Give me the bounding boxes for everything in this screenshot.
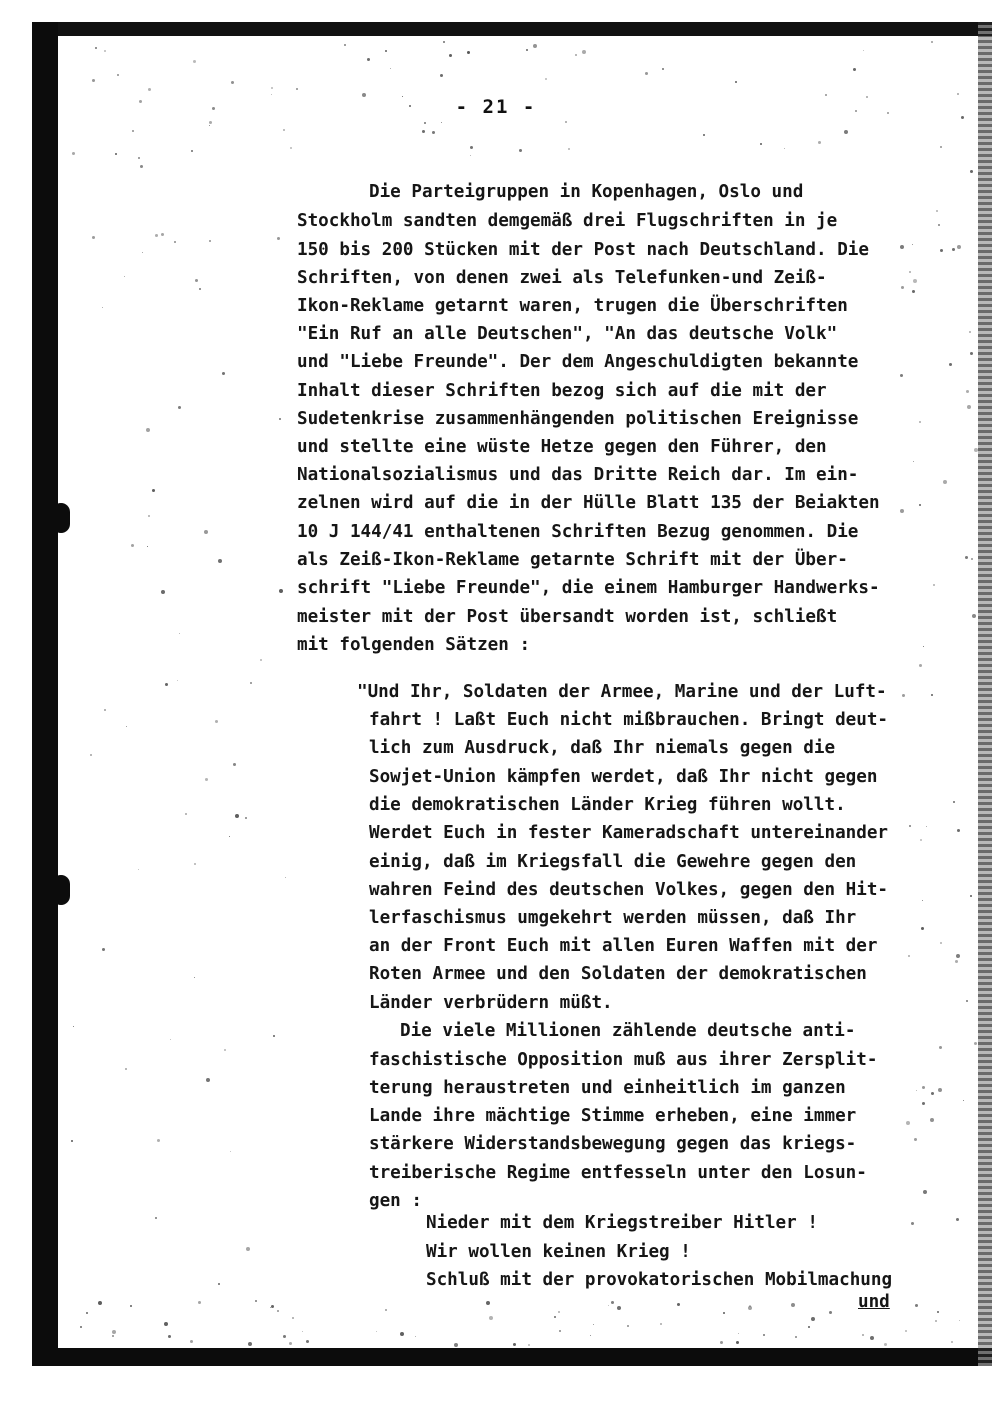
catchword: und xyxy=(858,1292,890,1312)
body-line: und "Liebe Freunde". Der dem Angeschuldigten bekannte xyxy=(297,352,859,372)
scan-speck xyxy=(157,1139,160,1142)
scan-speck xyxy=(422,130,425,133)
scan-speck xyxy=(931,694,933,696)
scan-speck xyxy=(273,1035,275,1037)
scan-speck xyxy=(916,1090,917,1091)
scan-speck xyxy=(914,1138,917,1141)
scan-speck xyxy=(179,633,180,634)
quote-line: gen : xyxy=(369,1191,422,1211)
scan-speck xyxy=(277,237,280,240)
scan-speck xyxy=(205,778,208,781)
scan-speck xyxy=(974,448,978,452)
scan-speck xyxy=(204,530,208,534)
scan-right-edge xyxy=(978,22,992,1366)
scan-speck xyxy=(277,1310,279,1312)
scan-speck xyxy=(71,1140,73,1142)
scan-speck xyxy=(738,1333,739,1334)
scan-speck xyxy=(130,1305,132,1307)
scan-speck xyxy=(760,143,762,145)
scan-speck xyxy=(367,58,370,61)
scan-speck xyxy=(161,590,165,594)
scan-speck xyxy=(915,1304,918,1307)
quote-line: treiberische Regime entfesseln unter den Losun- xyxy=(369,1163,867,1183)
scan-speck xyxy=(951,1341,953,1343)
scan-speck xyxy=(102,307,103,308)
body-line: Sudetenkrise zusammenhängenden politischen Ereignisse xyxy=(297,409,859,429)
scan-speck xyxy=(940,942,942,944)
scan-speck xyxy=(112,1330,116,1334)
scan-speck xyxy=(590,1335,591,1336)
scan-speck xyxy=(206,1078,210,1082)
scan-speck xyxy=(936,210,938,212)
scan-speck xyxy=(972,614,976,618)
scan-speck xyxy=(922,1102,925,1105)
scan-speck xyxy=(956,954,960,958)
scan-speck xyxy=(248,1342,252,1346)
scan-speck xyxy=(808,1326,810,1328)
scan-speck xyxy=(147,546,148,547)
scan-speck xyxy=(72,152,75,155)
body-line: Schriften, von denen zwei als Telefunken-und Zeiß- xyxy=(297,268,827,288)
scan-speck xyxy=(390,68,391,69)
scan-speck xyxy=(385,1309,387,1311)
punch-hole-lower xyxy=(52,875,70,905)
scan-speck xyxy=(152,489,155,492)
scan-speck xyxy=(938,224,940,226)
scan-speck xyxy=(818,141,821,144)
scan-speck xyxy=(117,74,119,76)
scan-speck xyxy=(289,1342,292,1345)
scan-speck xyxy=(905,1330,907,1332)
scan-speck xyxy=(909,271,911,273)
scan-speck xyxy=(908,955,910,957)
quote-line: fahrt ! Laßt Euch nicht mißbrauchen. Bringt deut- xyxy=(369,710,889,730)
scan-speck xyxy=(441,122,442,123)
scan-speck xyxy=(919,504,921,506)
scan-speck xyxy=(185,813,187,815)
scan-speck xyxy=(748,1306,752,1310)
scan-speck xyxy=(148,515,150,517)
scan-speck xyxy=(170,1039,171,1040)
scan-speck xyxy=(230,1151,231,1152)
scan-speck xyxy=(90,754,92,756)
scan-speck xyxy=(112,1335,114,1337)
scan-speck xyxy=(863,50,864,51)
scan-speck xyxy=(558,1311,560,1313)
scan-speck xyxy=(660,1323,662,1325)
scan-speck xyxy=(940,146,942,148)
scan-speck xyxy=(292,1317,294,1319)
scan-speck xyxy=(956,1218,959,1221)
scan-speck xyxy=(215,720,218,723)
scan-speck xyxy=(949,363,952,366)
scan-speck xyxy=(279,589,283,593)
scan-speck xyxy=(608,1305,609,1306)
scan-speck xyxy=(901,286,904,289)
quote-line: lich zum Ausdruck, daß Ihr niemals gegen die xyxy=(369,738,836,758)
quote-line: Länder verbrüdern müßt. xyxy=(369,993,613,1013)
scan-speck xyxy=(155,234,158,237)
punch-hole-upper xyxy=(52,503,70,533)
body-line: meister mit der Post übersandt worden ist, schließt xyxy=(297,607,838,627)
scan-speck xyxy=(174,241,176,243)
scan-speck xyxy=(165,683,168,686)
scan-speck xyxy=(966,1000,968,1002)
scan-speck xyxy=(784,148,785,149)
scan-speck xyxy=(763,1334,765,1336)
scan-speck xyxy=(138,869,139,870)
scan-speck xyxy=(862,1334,864,1336)
quote-line: faschistische Opposition muß aus ihrer Zersplit- xyxy=(369,1050,878,1070)
scan-speck xyxy=(470,155,471,156)
scan-speck xyxy=(98,1301,102,1305)
scan-speck xyxy=(218,1283,220,1285)
scan-speck xyxy=(489,1316,493,1320)
scan-speck xyxy=(900,509,904,513)
scan-speck xyxy=(467,51,470,54)
scan-speck xyxy=(920,839,922,841)
scan-speck xyxy=(486,1301,490,1305)
scan-speck xyxy=(177,680,178,681)
scan-speck xyxy=(617,1306,621,1310)
scan-speck xyxy=(931,1092,934,1095)
scan-speck xyxy=(611,1301,614,1304)
scan-speck xyxy=(209,240,211,242)
scan-speck xyxy=(250,682,252,684)
scan-speck xyxy=(271,1305,274,1308)
scan-speck xyxy=(736,1341,739,1344)
scan-speck xyxy=(245,817,247,819)
scan-speck xyxy=(970,352,973,355)
scan-left-edge xyxy=(32,22,58,1366)
slogan-line: Nieder mit dem Kriegstreiber Hitler ! xyxy=(426,1213,818,1233)
quote-line: wahren Feind des deutschen Volkes, gegen den Hit- xyxy=(369,880,889,900)
scan-speck xyxy=(209,125,210,126)
body-line: Ikon-Reklame getarnt waren, trugen die Überschriften xyxy=(297,296,848,316)
scan-speck xyxy=(935,1320,937,1322)
scan-speck xyxy=(470,146,473,149)
scan-speck xyxy=(126,726,127,727)
scan-speck xyxy=(940,249,943,252)
body-line: Stockholm sandten demgemäß drei Flugschriften in je xyxy=(297,211,838,231)
scan-speck xyxy=(970,170,973,173)
scan-speck xyxy=(900,245,904,249)
scan-speck xyxy=(565,121,567,123)
scan-speck xyxy=(533,44,537,48)
scan-speck xyxy=(400,1332,404,1336)
scan-speck xyxy=(645,72,648,75)
scan-speck xyxy=(424,122,426,124)
scan-speck xyxy=(376,1331,377,1332)
scan-speck xyxy=(870,1336,874,1340)
scan-speck xyxy=(900,374,903,377)
scan-speck xyxy=(720,1341,723,1344)
scan-speck xyxy=(283,129,285,131)
scan-speck xyxy=(92,236,95,239)
scan-speck xyxy=(931,41,933,43)
scan-speck xyxy=(937,1311,939,1313)
scan-speck xyxy=(271,87,273,89)
scan-speck xyxy=(285,877,286,878)
scan-speck xyxy=(92,79,95,82)
quote-line: Sowjet-Union kämpfen werdet, daß Ihr nicht gegen xyxy=(369,767,878,787)
scan-speck xyxy=(933,584,935,586)
scan-speck xyxy=(966,390,969,393)
scan-speck xyxy=(168,1335,171,1338)
scan-speck xyxy=(955,960,958,963)
scan-speck xyxy=(545,78,547,80)
scan-speck xyxy=(723,1312,725,1314)
scan-speck xyxy=(290,147,292,149)
scan-speck xyxy=(703,134,705,136)
scan-speck xyxy=(440,74,443,77)
scan-speck xyxy=(218,559,222,563)
scan-speck xyxy=(829,1311,832,1314)
scan-speck xyxy=(124,276,125,277)
slogan-line: Schluß mit der provokatorischen Mobilmachung xyxy=(426,1270,893,1290)
scan-speck xyxy=(115,153,117,155)
scan-speck xyxy=(415,1336,416,1337)
scan-speck xyxy=(296,88,298,90)
scan-speck xyxy=(279,418,281,420)
scan-speck xyxy=(104,709,106,711)
scan-speck xyxy=(148,88,151,91)
quote-line: Lande ihre mächtige Stimme erheben, eine immer xyxy=(369,1106,857,1126)
scan-speck xyxy=(449,54,452,57)
body-line: mit folgenden Sätzen : xyxy=(297,635,531,655)
body-line: schrift "Liebe Freunde", die einem Hamburger Handwerks- xyxy=(297,578,880,598)
scan-speck xyxy=(86,1312,88,1314)
scan-speck xyxy=(965,556,968,559)
body-line: zelnen wird auf die in der Hülle Blatt 135 der Beiakten xyxy=(297,493,880,513)
scan-bottom-edge xyxy=(32,1348,992,1366)
scan-speck xyxy=(528,1344,530,1346)
scan-speck xyxy=(260,659,262,661)
scan-speck xyxy=(140,165,143,168)
scan-speck xyxy=(95,47,97,49)
scan-speck xyxy=(454,1343,458,1347)
scan-speck xyxy=(526,49,528,51)
scan-speck xyxy=(913,279,917,283)
scan-speck xyxy=(967,405,971,409)
scan-speck xyxy=(926,826,927,827)
scan-speck xyxy=(164,1322,168,1326)
scan-speck xyxy=(199,288,201,290)
scan-speck xyxy=(161,233,164,236)
scan-speck xyxy=(938,1088,942,1092)
scan-speck xyxy=(246,1247,250,1251)
scan-speck xyxy=(971,558,973,560)
scan-speck xyxy=(919,664,922,667)
scan-speck xyxy=(959,1320,960,1321)
scan-top-edge xyxy=(32,22,992,36)
scan-speck xyxy=(922,1086,925,1089)
scan-speck xyxy=(939,1046,942,1049)
scan-speck xyxy=(795,1336,797,1338)
scan-speck xyxy=(943,480,947,484)
scan-speck xyxy=(432,131,435,134)
scan-speck xyxy=(209,121,212,124)
scan-speck xyxy=(554,1316,556,1318)
quote-line: an der Front Euch mit allen Euren Waffen mit der xyxy=(369,936,878,956)
scan-speck xyxy=(963,1100,964,1101)
scan-speck xyxy=(969,331,971,333)
scan-speck xyxy=(582,50,586,54)
scan-speck xyxy=(957,829,960,832)
slogan-line: Wir wollen keinen Krieg ! xyxy=(426,1242,691,1262)
scan-speck xyxy=(953,801,955,803)
scan-speck xyxy=(952,248,955,251)
body-line: Die Parteigruppen in Kopenhagen, Oslo und xyxy=(369,182,804,202)
scan-speck xyxy=(132,130,134,132)
scan-speck xyxy=(193,60,196,63)
scan-speck xyxy=(283,1335,286,1338)
body-line: als Zeiß-Ikon-Reklame getarnte Schrift mit der Über- xyxy=(297,550,848,570)
scan-speck xyxy=(155,1217,157,1219)
scan-speck xyxy=(194,863,196,865)
scan-speck xyxy=(224,1049,226,1051)
scan-speck xyxy=(229,836,230,837)
scan-speck xyxy=(443,41,445,43)
scan-speck xyxy=(974,1042,977,1045)
scan-speck xyxy=(195,279,198,282)
scan-speck xyxy=(138,157,140,159)
scan-speck xyxy=(575,54,577,56)
scan-speck xyxy=(919,421,921,423)
quote-line: Werdet Euch in fester Kameradschaft untereinander xyxy=(369,823,889,843)
scan-speck xyxy=(906,1121,910,1125)
scan-speck xyxy=(271,94,272,95)
scan-speck xyxy=(923,1190,927,1194)
scan-speck xyxy=(344,44,346,46)
scan-speck xyxy=(233,763,236,766)
scan-speck xyxy=(102,948,105,951)
quote-line: lerfaschismus umgekehrt werden müssen, daß Ihr xyxy=(369,908,857,928)
scan-speck xyxy=(146,428,150,432)
scan-speck xyxy=(912,290,915,293)
scan-speck xyxy=(853,68,856,71)
scan-speck xyxy=(568,148,570,150)
quote-line: stärkere Widerstandsbewegung gegen das kriegs- xyxy=(369,1134,857,1154)
scan-speck xyxy=(191,150,193,152)
scan-speck xyxy=(178,406,181,409)
scan-speck xyxy=(593,1324,594,1325)
scan-speck xyxy=(559,1330,561,1332)
scan-speck xyxy=(235,814,239,818)
scan-speck xyxy=(911,1222,914,1225)
body-line: 10 J 144/41 enthaltenen Schriften Bezug genommen. Die xyxy=(297,522,859,542)
scan-speck xyxy=(306,1340,309,1343)
body-line: 150 bis 200 Stücken mit der Post nach Deutschland. Die xyxy=(297,240,869,260)
scan-speck xyxy=(198,1301,201,1304)
scan-speck xyxy=(73,1026,74,1027)
scan-speck xyxy=(912,244,913,245)
scan-speck xyxy=(231,81,234,84)
quote-line: einig, daß im Kriegsfall die Gewehre gegen den xyxy=(369,852,857,872)
scan-speck xyxy=(957,245,961,249)
quote-line: die demokratischen Länder Krieg führen wollt. xyxy=(369,795,846,815)
scan-speck xyxy=(923,646,924,647)
scan-speck xyxy=(677,1303,680,1306)
scan-speck xyxy=(627,1325,629,1327)
scan-speck xyxy=(302,1331,303,1332)
scan-speck xyxy=(662,68,664,70)
scan-speck xyxy=(222,372,225,375)
scan-speck xyxy=(791,1303,795,1307)
page-number: - 21 - xyxy=(455,96,537,118)
scan-speck xyxy=(125,1068,127,1070)
scan-speck xyxy=(255,1300,257,1302)
body-line: Nationalsozialismus und das Dritte Reich dar. Im ein- xyxy=(297,465,859,485)
scan-speck xyxy=(909,825,911,827)
scan-speck xyxy=(519,149,522,152)
scan-speck xyxy=(844,130,848,134)
scan-speck xyxy=(930,1118,934,1122)
scan-speck xyxy=(811,1317,815,1321)
scan-speck xyxy=(80,1326,82,1328)
scan-speck xyxy=(902,694,905,697)
scan-speck xyxy=(190,1340,193,1343)
body-line: Inhalt dieser Schriften bezog sich auf die mit der xyxy=(297,381,827,401)
quote-line: terung heraustreten und einheitlich im ganzen xyxy=(369,1078,846,1098)
scan-speck xyxy=(922,900,923,901)
quote-line: "Und Ihr, Soldaten der Armee, Marine und der Luft- xyxy=(357,682,887,702)
scan-speck xyxy=(131,544,134,547)
scan-speck xyxy=(104,50,106,52)
scan-speck xyxy=(970,895,972,897)
scan-speck xyxy=(921,927,924,930)
scan-speck xyxy=(735,81,737,83)
quote-line: Roten Armee und den Soldaten der demokratischen xyxy=(369,964,867,984)
body-line: und stellte eine wüste Hetze gegen den Führer, den xyxy=(297,437,827,457)
scan-speck xyxy=(194,977,195,978)
scan-speck xyxy=(913,461,914,462)
scan-speck xyxy=(513,1343,516,1346)
body-line: "Ein Ruf an alle Deutschen", "An das deutsche Volk" xyxy=(297,324,838,344)
scan-speck xyxy=(270,1307,271,1308)
scan-speck xyxy=(884,1343,887,1346)
quote-line: Die viele Millionen zählende deutsche anti- xyxy=(400,1021,856,1041)
scan-speck xyxy=(142,252,143,253)
scan-speck xyxy=(957,93,959,95)
scan-speck xyxy=(385,50,387,52)
